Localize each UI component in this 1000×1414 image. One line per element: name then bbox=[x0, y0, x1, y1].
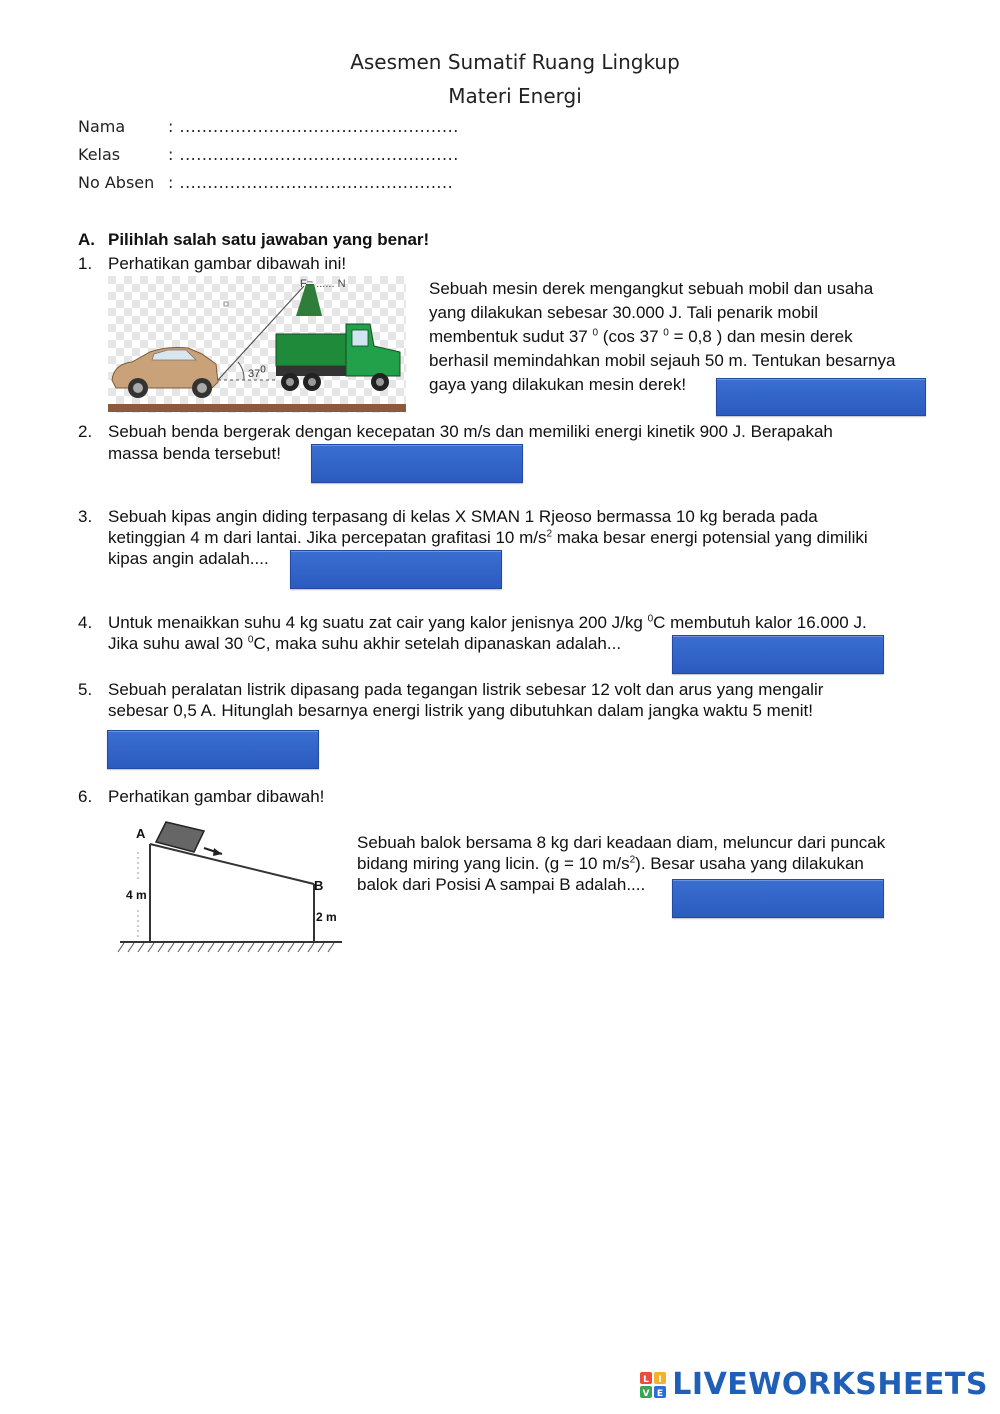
liveworksheets-logo-text: LIVEWORKSHEETS bbox=[672, 1367, 988, 1402]
q6-height-a: 4 m bbox=[126, 888, 147, 902]
field-label-kelas: Kelas bbox=[78, 145, 121, 164]
field-dots-absen: : ................................................. bbox=[168, 173, 454, 192]
q4-answer-input[interactable] bbox=[672, 635, 884, 674]
field-label-nama: Nama bbox=[78, 117, 126, 136]
q1-answer-input[interactable] bbox=[716, 378, 926, 416]
q6-number: 6. bbox=[78, 787, 93, 806]
logo-letter-l: L bbox=[643, 1374, 650, 1385]
q4-text-line1: Untuk menaikkan suhu 4 kg suatu zat cair yang kalor jenisnya 200 J/kg $^0$C membutuh kalor 16.000 J. bbox=[108, 613, 867, 632]
section-marker: A. bbox=[78, 230, 95, 249]
q4-text-line2: Jika suhu awal 30 $^0$C, maka suhu akhir setelah dipanaskan adalah... bbox=[108, 634, 622, 653]
q1-intro: Perhatikan gambar dibawah ini! bbox=[108, 254, 347, 273]
q6-text-line2: bidang miring yang licin. (g = 10 $m/s^2$). Besar usaha yang dilakukan bbox=[357, 854, 864, 873]
field-dots-nama: : .................................................. bbox=[168, 117, 459, 136]
q6-text-line1: Sebuah balok bersama 8 kg dari keadaan diam, meluncur dari puncak bbox=[357, 833, 886, 852]
q2-text-line1: Sebuah benda bergerak dengan kecepatan 30 m/s dan memiliki energi kinetik 900 J. Berapakah bbox=[108, 422, 833, 441]
q5-number: 5. bbox=[78, 680, 93, 699]
section-instruction: Pilihlah salah satu jawaban yang benar! bbox=[108, 230, 430, 249]
q5-answer-input[interactable] bbox=[107, 730, 319, 769]
q3-text-line3: kipas angin adalah.... bbox=[108, 549, 269, 568]
q6-incline-figure bbox=[110, 812, 350, 958]
page-title: Asesmen Sumatif Ruang Lingkup bbox=[350, 50, 680, 74]
q2-number: 2. bbox=[78, 422, 93, 441]
q6-point-a: A bbox=[136, 826, 146, 841]
q2-text-line2: massa benda tersebut! bbox=[108, 444, 281, 463]
q3-answer-input[interactable] bbox=[290, 550, 502, 589]
logo-letter-v: V bbox=[642, 1388, 650, 1399]
q5-text-line2: sebesar 0,5 A. Hitunglah besarnya energi listrik yang dibutuhkan dalam jangka waktu 5 menit! bbox=[108, 701, 813, 720]
q3-number: 3. bbox=[78, 507, 93, 526]
q2-answer-input[interactable] bbox=[311, 444, 523, 483]
q6-answer-input[interactable] bbox=[672, 879, 884, 918]
q1-text-line4: berhasil memindahkan mobil sejauh 50 m. Tentukan besarnya bbox=[429, 351, 896, 370]
q6-point-b: B bbox=[314, 878, 324, 893]
field-label-absen: No Absen bbox=[78, 173, 155, 192]
q1-crane-figure bbox=[108, 276, 406, 413]
q5-text-line1: Sebuah peralatan listrik dipasang pada tegangan listrik sebesar 12 volt dan arus yang mengalir bbox=[108, 680, 824, 699]
q1-text-line1: Sebuah mesin derek mengangkut sebuah mobil dan usaha bbox=[429, 279, 874, 298]
q4-number: 4. bbox=[78, 613, 93, 632]
q1-text-line5: gaya yang dilakukan mesin derek! bbox=[429, 375, 687, 394]
q6-text-line3: balok dari Posisi A sampai B adalah.... bbox=[357, 875, 646, 894]
q1-force-label: F= ...... N bbox=[300, 278, 346, 290]
q1-text-line3: membentuk sudut 37 $^0$ (cos 37 $^0$ = 0,8 ) dan mesin derek bbox=[429, 327, 853, 346]
logo-letter-i: I bbox=[658, 1374, 662, 1385]
liveworksheets-logo-icon bbox=[640, 1370, 668, 1400]
crane-truck-illustration bbox=[108, 276, 406, 413]
q1-number: 1. bbox=[78, 254, 93, 273]
q6-intro: Perhatikan gambar dibawah! bbox=[108, 787, 325, 806]
q1-angle-label: $37^0$ bbox=[248, 364, 266, 380]
logo-letter-e: E bbox=[657, 1388, 664, 1399]
q6-height-b: 2 m bbox=[316, 910, 337, 924]
liveworksheets-logo bbox=[640, 1367, 988, 1402]
field-dots-kelas: : .................................................. bbox=[168, 145, 459, 164]
q1-text-line2: yang dilakukan sebesar 30.000 J. Tali penarik mobil bbox=[429, 303, 819, 322]
q3-text-line2: ketinggian 4 m dari lantai. Jika percepatan grafitasi 10 $m/s^2$ maka besar energi potensial yang dimiliki bbox=[108, 528, 868, 547]
q3-text-line1: Sebuah kipas angin diding terpasang di kelas X SMAN 1 Rjeoso bermassa 10 kg berada pada bbox=[108, 507, 818, 526]
page-subtitle: Materi Energi bbox=[448, 84, 582, 108]
